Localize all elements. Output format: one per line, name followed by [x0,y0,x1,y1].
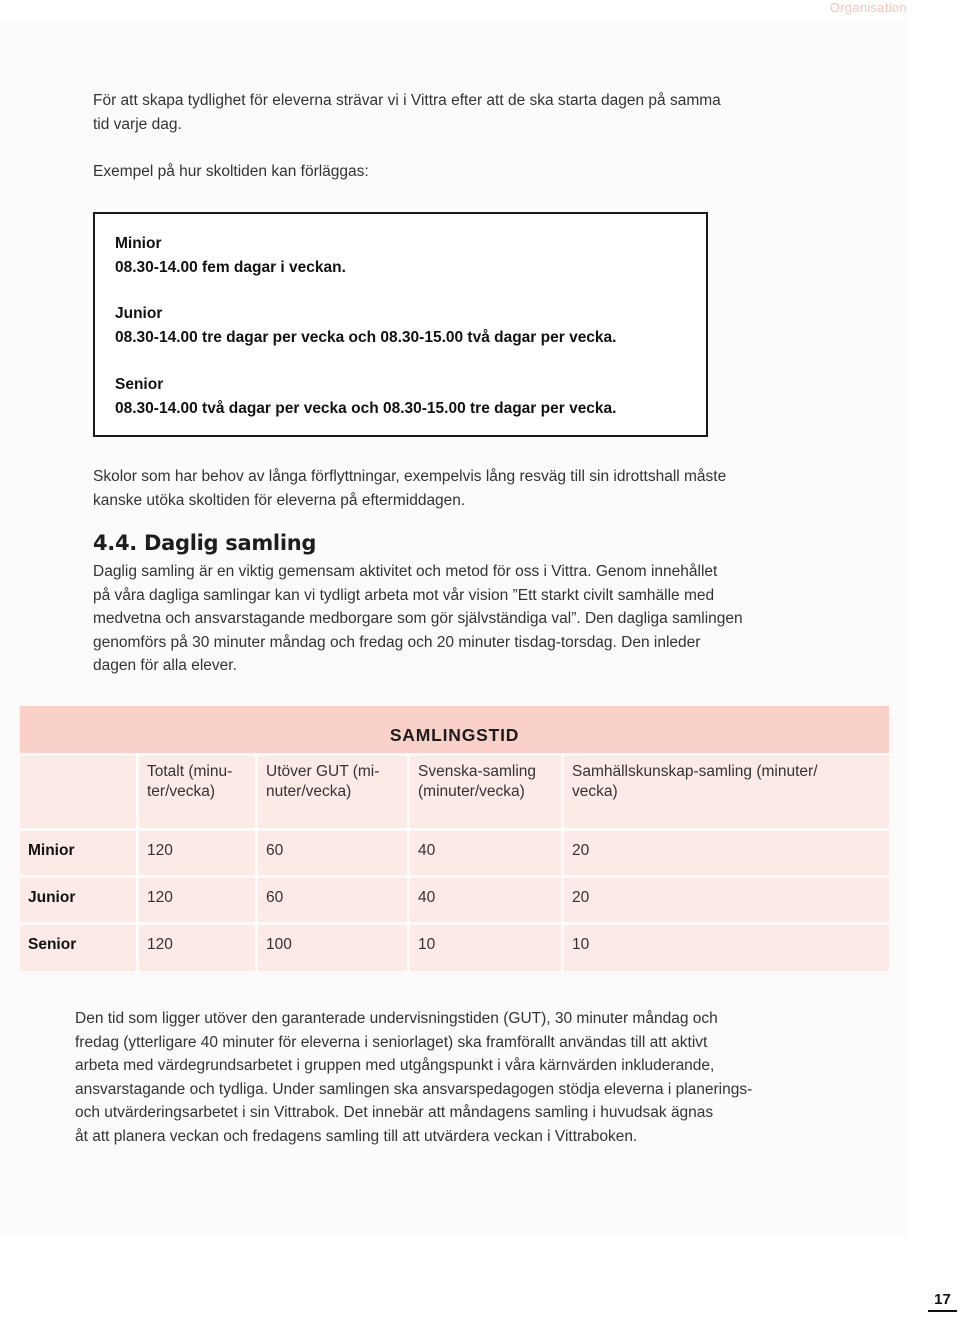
table-cell: 120 [139,831,255,875]
closing-line: Den tid som ligger utöver den garanterade undervisningstiden (GUT), 30 minuter måndag och [75,1010,718,1027]
travel-note-line-2: kanske utöka skoltiden för eleverna på eftermiddagen. [93,491,466,509]
header-line: Utöver GUT (mi- [266,763,380,780]
schedule-group-minior [115,232,346,279]
section-body [93,560,743,678]
header-line: (minuter/vecka) [418,783,525,800]
schedule-group-title: Senior [115,376,164,393]
schedule-group-title: Junior [115,305,163,322]
schedule-box [93,212,708,437]
header-line: Totalt (minu- [147,763,233,780]
closing-paragraph [75,1007,752,1149]
table-header-samhallskunskap [564,756,889,828]
intro-paragraph [93,89,721,136]
intro-line-1: För att skapa tydlighet för eleverna strävar vi i Vittra efter att de ska starta dagen på samma [93,92,721,109]
schedule-group-text: 08.30-14.00 fem dagar i veckan. [115,258,346,276]
table-row-label-senior: Senior [20,925,136,971]
closing-line: åt att planera veckan och fredagens samling till att utvärdera veckan i Vittraboken. [75,1127,638,1145]
header-line: vecka) [572,783,618,800]
section-line: dagen för alla elever. [93,657,237,675]
header-line: nuter/vecka) [266,783,352,800]
table-title: SAMLINGSTID [389,725,520,745]
section-line: på våra dagliga samlingar kan vi tydligt arbeta mot vår vision ”Ett starkt civilt samhälle med [93,586,715,604]
table-header-svenska [410,756,561,828]
schedule-group-title: Minior [115,235,162,252]
header-line: ter/vecka) [147,783,216,800]
table-cell: 20 [564,831,889,875]
page-number: 17 [928,1291,957,1312]
closing-line: fredag (ytterligare 40 minuter för eleverna i seniorlaget) ska framförallt användas till att aktivt [75,1033,708,1051]
table-cell: 10 [564,925,889,971]
table-corner-cell [20,756,136,828]
table-header-total [139,756,255,828]
schedule-group-senior [115,373,616,420]
table-title-banner [20,706,889,753]
intro-line-2: tid varje dag. [93,115,182,133]
schedule-group-text: 08.30-14.00 två dagar per vecka och 08.30-15.00 tre dagar per vecka. [115,399,617,417]
schedule-group-junior [115,302,616,349]
example-lead: Exempel på hur skoltiden kan förläggas: [93,163,369,180]
travel-note-line-1: Skolor som har behov av långa förflyttningar, exempelvis lång resväg till sin idrottshall måste [93,468,727,485]
header-line: Samhällskunskap-samling (minuter/ [572,763,818,780]
section-line: Daglig samling är en viktig gemensam aktivitet och metod för oss i Vittra. Genom innehållet [93,563,718,580]
section-heading: 4.4. Daglig samling [93,531,317,555]
table-cell: 120 [139,878,255,922]
section-line: medvetna och ansvarstagande medborgare som gör självständiga val”. Den dagliga samlingen [93,610,743,628]
closing-line: och utvärderingsarbetet i sin Vittrabok. Det innebär att måndagens samling i huvudsak ägnas [75,1104,714,1122]
table-cell: 120 [139,925,255,971]
header-line: Svenska-samling [418,763,537,780]
table-row-label-minior: Minior [20,831,136,875]
schedule-group-text: 08.30-14.00 tre dagar per vecka och 08.30-15.00 två dagar per vecka. [115,328,617,346]
travel-note [93,465,726,512]
table-cell: 40 [410,878,561,922]
table-header-gut [258,756,407,828]
table-row-label-junior: Junior [20,878,136,922]
table-cell: 100 [258,925,407,971]
closing-line: ansvarstagande och tydliga. Under samlingen ska ansvarspedagogen stödja eleverna i planerings- [75,1080,753,1098]
table-cell: 60 [258,878,407,922]
closing-line: arbeta med värdegrundsarbetet i gruppen med utgångspunkt i våra kärnvärden inkluderande, [75,1057,715,1075]
table-cell: 60 [258,831,407,875]
table-cell: 40 [410,831,561,875]
table-cell: 20 [564,878,889,922]
table-cell: 10 [410,925,561,971]
section-header-label: Organisation [829,0,907,15]
section-line: genomförs på 30 minuter måndag och fredag och 20 minuter tisdag-torsdag. Den inleder [93,633,701,651]
